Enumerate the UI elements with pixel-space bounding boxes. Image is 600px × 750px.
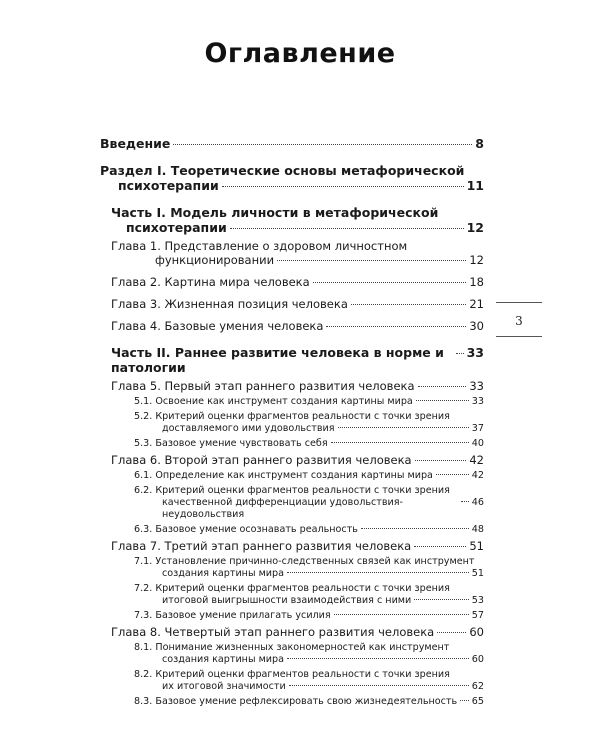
toc-page-number: 33 [471, 396, 484, 407]
toc-page-number: 57 [471, 610, 484, 621]
toc-entry [100, 539, 484, 553]
dot-leader [461, 501, 469, 502]
toc-entry [100, 411, 484, 435]
dot-leader [456, 353, 464, 354]
toc-entry [100, 239, 484, 267]
dot-leader [437, 632, 466, 633]
toc-page-number: 21 [469, 297, 484, 311]
dot-leader [331, 442, 469, 443]
toc-entry-title: психотерапии [126, 220, 227, 235]
toc-page-number: 60 [471, 654, 484, 665]
toc-page-number: 48 [471, 524, 484, 535]
toc-entry [100, 396, 484, 408]
toc-entry [100, 136, 484, 151]
toc-entry-title: создания картины мира [162, 568, 285, 579]
dot-leader [415, 460, 467, 461]
dot-leader [287, 658, 469, 659]
toc-page-number: 51 [469, 539, 484, 553]
dot-leader [277, 260, 466, 261]
toc-page-number: 40 [471, 438, 484, 449]
dot-leader [351, 304, 466, 305]
toc-entry [100, 642, 484, 666]
toc-page-number: 46 [471, 497, 484, 508]
dot-leader [326, 326, 466, 327]
toc-entry-title: Глава 8. Четвертый этап раннего развития человека [111, 625, 435, 639]
toc-entry-title: 5.1. Освоение как инструмент создания картины мира [134, 396, 413, 407]
toc-entry [100, 470, 484, 482]
toc-page-number: 33 [466, 345, 484, 360]
toc-page-number: 65 [471, 696, 484, 707]
toc-page-number: 33 [469, 379, 484, 393]
toc-entry [100, 583, 484, 607]
toc-entry [100, 345, 484, 375]
toc-entry-text: 7.2. Критерий оценки фрагментов реальности с точки зрения [134, 583, 450, 594]
toc-entry-title: итоговой выигрышности взаимодействия с ними [162, 595, 412, 606]
toc-entry-text: Глава 1. Представление о здоровом личностном [111, 239, 408, 253]
dot-leader [230, 228, 464, 229]
toc-entry [100, 669, 484, 693]
dot-leader [173, 144, 472, 145]
toc-entry-title: Часть II. Раннее развитие человека в норме и патологии [111, 345, 444, 375]
dot-leader [289, 685, 469, 686]
toc-page-number: 37 [471, 423, 484, 434]
toc-entry [100, 438, 484, 450]
dot-leader [414, 546, 466, 547]
toc-page-number: 12 [466, 220, 484, 235]
toc-entry-title: 5.3. Базовое умение чувствовать себя [134, 438, 328, 449]
toc-entry-title: качественной дифференциации удовольствия-неудовольствия [162, 497, 403, 520]
toc-entry-title: Глава 4. Базовые умения человека [111, 319, 324, 333]
toc-page-number: 30 [469, 319, 484, 333]
toc-entry [100, 275, 484, 289]
toc-entry [100, 556, 484, 580]
toc-page-number: 42 [471, 470, 484, 481]
table-of-contents [100, 134, 484, 708]
toc-page-number: 53 [471, 595, 484, 606]
toc-entry [100, 453, 484, 467]
toc-entry-text: 8.1. Понимание жизненных закономерностей как инструмент [134, 642, 450, 653]
toc-entry-title: Глава 5. Первый этап раннего развития человека [111, 379, 415, 393]
toc-entry-text: Часть I. Модель личности в метафорической [111, 205, 439, 220]
toc-entry-text: 7.1. Установление причинно-следственных связей как инструмент [134, 556, 475, 567]
toc-entry [100, 379, 484, 393]
toc-entry [100, 485, 484, 521]
toc-page-number: 8 [475, 136, 484, 151]
toc-entry-title: Введение [100, 136, 171, 151]
margin-rule-top [496, 302, 542, 303]
toc-entry [100, 163, 484, 193]
dot-leader [222, 186, 464, 187]
dot-leader [436, 474, 469, 475]
toc-entry-text: 8.2. Критерий оценки фрагментов реальности с точки зрения [134, 669, 450, 680]
dot-leader [460, 700, 469, 701]
toc-page-number: 60 [469, 625, 484, 639]
dot-leader [414, 599, 469, 600]
dot-leader [334, 614, 469, 615]
dot-leader [418, 386, 467, 387]
toc-entry-text: 5.2. Критерий оценки фрагментов реальности с точки зрения [134, 411, 450, 422]
margin-rule-bottom [496, 336, 542, 337]
toc-entry-title: 6.1. Определение как инструмент создания картины мира [134, 470, 433, 481]
toc-entry-title: доставляемого ими удовольствия [162, 423, 335, 434]
toc-entry [100, 297, 484, 311]
toc-entry [100, 205, 484, 235]
toc-entry-title: создания картины мира [162, 654, 285, 665]
toc-entry-text: Раздел I. Теоретические основы метафорической [100, 163, 465, 178]
toc-page-number: 18 [469, 275, 484, 289]
toc-entry-title: Глава 2. Картина мира человека [111, 275, 310, 289]
page-title: Оглавление [204, 38, 396, 69]
toc-entry [100, 610, 484, 622]
toc-entry-title: 7.3. Базовое умение прилагать усилия [134, 610, 331, 621]
toc-entry-title: 8.3. Базовое умение рефлексировать свою жизнедеятельность [134, 696, 458, 707]
toc-page-number: 51 [471, 568, 484, 579]
toc-entry-title: Глава 7. Третий этап раннего развития человека [111, 539, 412, 553]
dot-leader [416, 400, 469, 401]
toc-entry [100, 696, 484, 708]
toc-entry-title: Глава 3. Жизненная позиция человека [111, 297, 348, 311]
toc-entry-title: их итоговой значимости [162, 681, 286, 692]
toc-page-number: 42 [469, 453, 484, 467]
page-number: 3 [515, 314, 523, 328]
toc-page-number: 62 [471, 681, 484, 692]
dot-leader [338, 427, 469, 428]
toc-entry [100, 524, 484, 536]
dot-leader [361, 528, 469, 529]
toc-entry-text: 6.2. Критерий оценки фрагментов реальности с точки зрения [134, 485, 450, 496]
dot-leader [287, 572, 469, 573]
toc-entry-title: Глава 6. Второй этап раннего развития человека [111, 453, 412, 467]
toc-entry [100, 319, 484, 333]
toc-entry-title: психотерапии [118, 178, 219, 193]
toc-page-number: 12 [469, 253, 484, 267]
toc-page-number: 11 [466, 178, 484, 193]
toc-entry-title: функционировании [155, 253, 275, 267]
dot-leader [313, 282, 467, 283]
toc-entry-title: 6.3. Базовое умение осознавать реальность [134, 524, 358, 535]
toc-entry [100, 625, 484, 639]
